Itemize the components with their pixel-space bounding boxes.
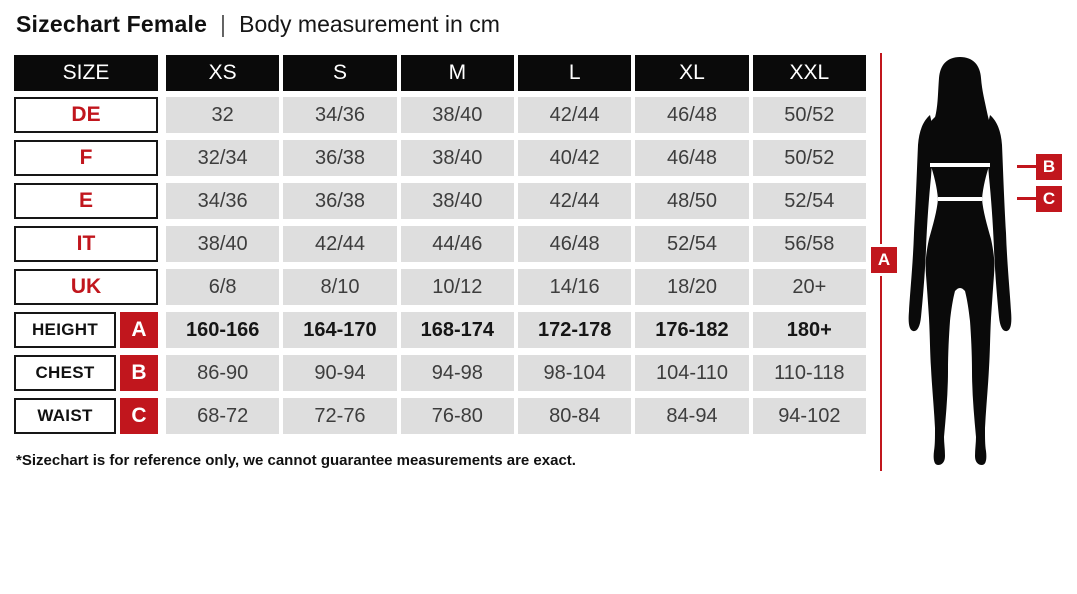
row-values: [166, 140, 866, 176]
measure-cell: 176-182: [635, 312, 748, 348]
title-subtitle: Body measurement in cm: [239, 11, 500, 37]
measure-cell: 80-84: [518, 398, 631, 434]
header-size-columns: [166, 55, 866, 91]
measure-cell: 76-80: [401, 398, 514, 434]
page-title: [16, 11, 500, 38]
size-cell: 38/40: [401, 140, 514, 176]
measure-label-group: [14, 398, 158, 434]
measure-cell: 94-102: [753, 398, 866, 434]
header-size-label: SIZE: [14, 55, 158, 91]
measure-cell: 168-174: [401, 312, 514, 348]
header-col-l: L: [518, 55, 631, 91]
header-col-xl: XL: [635, 55, 748, 91]
figure-marker-c: C: [1036, 186, 1062, 212]
size-cell: 32: [166, 97, 279, 133]
title-main: Sizechart Female: [16, 11, 208, 37]
region-label: F: [14, 140, 158, 176]
height-measure-line-bottom: [880, 276, 882, 471]
size-cell: 48/50: [635, 183, 748, 219]
measure-cell: 164-170: [283, 312, 396, 348]
measure-marker-b: B: [120, 355, 158, 391]
header-col-s: S: [283, 55, 396, 91]
size-cell: 6/8: [166, 269, 279, 305]
size-cell: 40/42: [518, 140, 631, 176]
row-values: [166, 398, 866, 434]
row-values: [166, 355, 866, 391]
header-row: [14, 55, 866, 91]
size-cell: 46/48: [635, 97, 748, 133]
size-row-e: [14, 183, 866, 219]
size-cell: 34/36: [283, 97, 396, 133]
size-cell: 8/10: [283, 269, 396, 305]
row-values: [166, 183, 866, 219]
size-cell: 42/44: [283, 226, 396, 262]
size-cell: 42/44: [518, 183, 631, 219]
size-row-de: [14, 97, 866, 133]
size-cell: 42/44: [518, 97, 631, 133]
size-cell: 50/52: [753, 97, 866, 133]
header-col-xxl: XXL: [753, 55, 866, 91]
measure-cell: 68-72: [166, 398, 279, 434]
height-measure-line-top: [880, 53, 882, 244]
measure-label-group: [14, 312, 158, 348]
measure-cell: 104-110: [635, 355, 748, 391]
measurement-rows: [14, 312, 866, 434]
measure-cell: 90-94: [283, 355, 396, 391]
measure-cell: 86-90: [166, 355, 279, 391]
measure-marker-a: A: [120, 312, 158, 348]
size-cell: 44/46: [401, 226, 514, 262]
measure-label: HEIGHT: [14, 312, 116, 348]
region-label: E: [14, 183, 158, 219]
size-cell: 50/52: [753, 140, 866, 176]
size-cell: 52/54: [753, 183, 866, 219]
size-row-uk: [14, 269, 866, 305]
measure-cell: 98-104: [518, 355, 631, 391]
row-values: [166, 226, 866, 262]
measure-marker-c: C: [120, 398, 158, 434]
measure-row-waist: [14, 398, 866, 434]
size-cell: 36/38: [283, 183, 396, 219]
size-cell: 34/36: [166, 183, 279, 219]
size-cell: 52/54: [635, 226, 748, 262]
size-cell: 46/48: [518, 226, 631, 262]
row-values: [166, 97, 866, 133]
size-row-it: [14, 226, 866, 262]
figure-marker-b: B: [1036, 154, 1062, 180]
size-cell: 46/48: [635, 140, 748, 176]
title-separator: |: [220, 11, 226, 37]
region-label: DE: [14, 97, 158, 133]
measure-cell: 84-94: [635, 398, 748, 434]
measure-cell: 180+: [753, 312, 866, 348]
size-cell: 38/40: [401, 183, 514, 219]
measure-cell: 172-178: [518, 312, 631, 348]
measure-cell: 94-98: [401, 355, 514, 391]
header-col-m: M: [401, 55, 514, 91]
waist-band-line: [938, 197, 982, 201]
size-cell: 10/12: [401, 269, 514, 305]
size-table: [14, 55, 866, 441]
size-cell: 32/34: [166, 140, 279, 176]
measure-label-group: [14, 355, 158, 391]
size-cell: 18/20: [635, 269, 748, 305]
header-col-xs: XS: [166, 55, 279, 91]
row-values: [166, 312, 866, 348]
size-cell: 56/58: [753, 226, 866, 262]
row-values: [166, 269, 866, 305]
figure-marker-a: A: [871, 247, 897, 273]
size-cell: 36/38: [283, 140, 396, 176]
female-silhouette: [897, 53, 1037, 477]
footnote: *Sizechart is for reference only, we cannot guarantee measurements are exact.: [16, 452, 576, 469]
chest-band-line: [930, 163, 990, 167]
waist-tick-line: [1017, 197, 1036, 200]
measure-row-height: [14, 312, 866, 348]
size-cell: 14/16: [518, 269, 631, 305]
measure-cell: 160-166: [166, 312, 279, 348]
size-cell: 38/40: [401, 97, 514, 133]
size-cell: 38/40: [166, 226, 279, 262]
region-label: UK: [14, 269, 158, 305]
region-size-rows: [14, 97, 866, 305]
region-label: IT: [14, 226, 158, 262]
size-cell: 20+: [753, 269, 866, 305]
measure-label: WAIST: [14, 398, 116, 434]
measure-cell: 110-118: [753, 355, 866, 391]
measure-row-chest: [14, 355, 866, 391]
chest-tick-line: [1017, 165, 1036, 168]
measure-label: CHEST: [14, 355, 116, 391]
measure-cell: 72-76: [283, 398, 396, 434]
size-row-f: [14, 140, 866, 176]
